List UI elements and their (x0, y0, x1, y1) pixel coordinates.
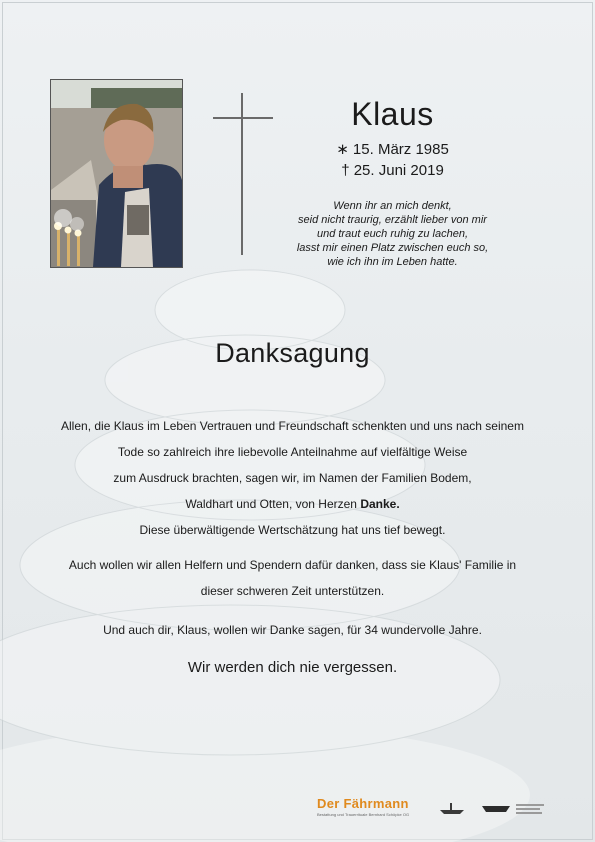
text-line: Auch wollen wir allen Helfern und Spendern dafür danken, dass sie Klaus' Familie in (68, 558, 517, 572)
closing-line: Wir werden dich nie vergessen. (187, 659, 398, 676)
text-line-prefix: Waldhart und Otten, von Herzen (185, 497, 361, 511)
text-line: Allen, die Klaus im Leben Vertrauen und Freundschaft schenkten und uns nach seinem (61, 419, 524, 433)
funeral-home-logo: Der Fährmann (317, 796, 409, 811)
text-line: Und auch dir, Klaus, wollen wir Danke sagen, für 34 wundervolle Jahre. (103, 623, 482, 637)
poem-line: lasst mir einen Platz zwischen euch so, (296, 242, 489, 254)
text-line (30, 491, 555, 517)
funeral-home-footer (312, 794, 562, 822)
boat-icon (436, 800, 546, 816)
poem-line: Wenn ihr an mich denkt, (333, 200, 452, 212)
memorial-poem (265, 199, 520, 269)
life-dates (290, 139, 495, 181)
portrait-photo (50, 79, 183, 268)
thanks-paragraph-2 (30, 552, 555, 604)
page-title: Danksagung (215, 338, 370, 368)
poem-line: wie ich ihn im Leben hatte. (327, 256, 458, 268)
text-line: dieser schweren Zeit unterstützen. (200, 584, 385, 598)
funeral-home-subtitle: Bestattung und Trauerrituale Bernhard Schöpke OG (317, 812, 410, 817)
deceased-name: Klaus (351, 96, 434, 132)
text-line: zum Ausdruck brachten, sagen wir, im Namen der Familien Bodem, (113, 471, 472, 485)
poem-line: und traut euch ruhig zu lachen, (316, 228, 469, 240)
thanks-paragraph-1 (30, 413, 555, 543)
cross-icon (213, 93, 273, 255)
thanks-bold-word: Danke. (360, 497, 400, 511)
poem-line: seid nicht traurig, erzählt lieber von mir (298, 214, 487, 226)
birth-date: ∗ 15. März 1985 (336, 141, 449, 158)
text-line: Diese überwältigende Wertschätzung hat uns tief bewegt. (139, 523, 446, 537)
thanks-paragraph-3 (30, 617, 555, 643)
text-line: Tode so zahlreich ihre liebevolle Anteilnahme auf vielfältige Weise (117, 445, 468, 459)
death-date: † 25. Juni 2019 (341, 162, 444, 179)
